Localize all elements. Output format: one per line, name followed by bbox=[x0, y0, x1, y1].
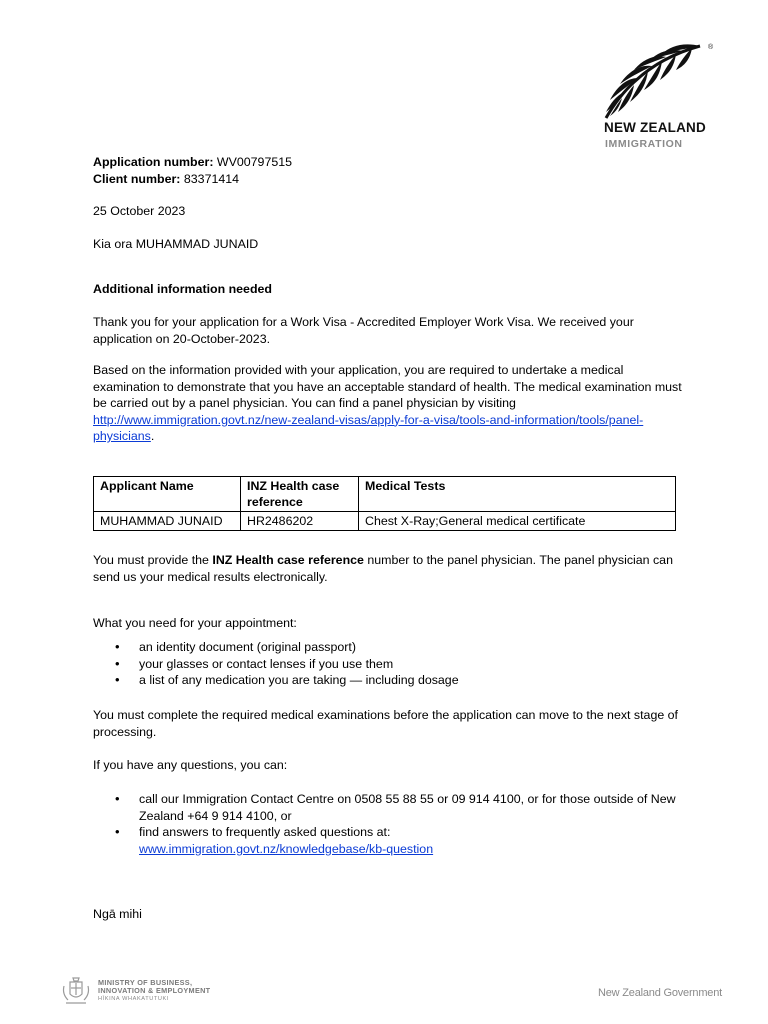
paragraph-provide-reference bbox=[93, 552, 683, 585]
cell-health-case-reference: HR2486202 bbox=[241, 512, 359, 531]
coat-of-arms-icon bbox=[60, 976, 92, 1006]
mbie-name bbox=[98, 979, 210, 995]
logo-name-line1: NEW ZEALAND bbox=[604, 120, 706, 135]
list-item: • a list of any medication you are taking — including dosage bbox=[93, 672, 683, 689]
provide-reference-bold: INZ Health case reference bbox=[212, 553, 364, 567]
list-item: • your glasses or contact lenses if you use them bbox=[93, 656, 683, 673]
medical-requirement-text: Based on the information provided with your application, you are required to undertake a medical examination to demonstrate that you have an acceptable standard of health. The medical examination must be carried out by a panel physician. You can find a panel physician by visiting bbox=[93, 363, 682, 410]
greeting: Kia ora MUHAMMAD JUNAID bbox=[93, 237, 259, 251]
column-header-medical-tests: Medical Tests bbox=[359, 477, 676, 512]
list-item: • an identity document (original passport) bbox=[93, 639, 683, 656]
application-number-value: WV00797515 bbox=[216, 155, 293, 169]
appointment-needs-list bbox=[93, 639, 683, 689]
cell-applicant-name: MUHAMMAD JUNAID bbox=[94, 512, 241, 531]
cell-medical-tests: Chest X-Ray;General medical certificate bbox=[359, 512, 676, 531]
faq-text: find answers to frequently asked questions at: bbox=[139, 825, 391, 839]
nz-government-logo: New Zealand Government bbox=[598, 987, 722, 999]
mbie-name-line1: MINISTRY OF BUSINESS, bbox=[98, 978, 193, 987]
contact-options-list bbox=[93, 791, 683, 857]
medical-tests-table bbox=[93, 476, 676, 531]
period: . bbox=[150, 429, 155, 443]
mbie-logo bbox=[60, 976, 240, 1006]
table-header-row bbox=[94, 477, 676, 512]
mbie-name-line2: INNOVATION & EMPLOYMENT bbox=[98, 986, 211, 995]
client-number-label: Client number: bbox=[93, 172, 181, 186]
column-header-health-case-reference: INZ Health case reference bbox=[241, 477, 359, 512]
paragraph-medical-requirement bbox=[93, 362, 683, 445]
appointment-needs-intro: What you need for your appointment: bbox=[93, 616, 297, 630]
signoff: Ngā mihi bbox=[93, 907, 142, 921]
panel-physicians-link[interactable]: http://www.immigration.govt.nz/new-zealand-visas/apply-for-a-visa/tools-and-information/tools/panel-physicians bbox=[93, 412, 644, 443]
client-number-value: 83371414 bbox=[183, 172, 240, 186]
column-header-applicant-name: Applicant Name bbox=[94, 477, 241, 512]
questions-intro: If you have any questions, you can: bbox=[93, 758, 288, 772]
mbie-maori-name: HĪKINA WHAKATUTUKI bbox=[98, 996, 169, 1002]
knowledgebase-link[interactable]: www.immigration.govt.nz/knowledgebase/kb-question bbox=[139, 841, 434, 856]
paragraph-complete-exams: You must complete the required medical examinations before the application can move to the next stage of processing. bbox=[93, 708, 679, 739]
client-number-line bbox=[93, 171, 239, 188]
letter-date: 25 October 2023 bbox=[93, 204, 186, 218]
paragraph-application-received: Thank you for your application for a Work Visa - Accredited Employer Work Visa. We received your application on 20-October-2023. bbox=[93, 315, 634, 346]
list-item-contact-centre: • call our Immigration Contact Centre on 0508 55 88 55 or 09 914 4100, or for those outside of New Zealand +64 9 914 4100, or bbox=[93, 791, 683, 824]
list-item-faq bbox=[93, 824, 683, 857]
logo-name-line2: IMMIGRATION bbox=[605, 138, 683, 150]
nz-immigration-logo bbox=[604, 40, 722, 152]
application-number-line bbox=[93, 154, 292, 171]
table-row bbox=[94, 512, 676, 531]
provide-reference-text-end: number to the panel physician. The panel physician can send us your medical results electronically. bbox=[93, 553, 673, 584]
silver-fern-icon bbox=[604, 40, 708, 120]
trademark-symbol: ® bbox=[708, 44, 714, 51]
letter-heading: Additional information needed bbox=[93, 282, 272, 296]
provide-reference-text-start: You must provide the bbox=[93, 553, 213, 567]
application-number-label: Application number: bbox=[93, 155, 214, 169]
